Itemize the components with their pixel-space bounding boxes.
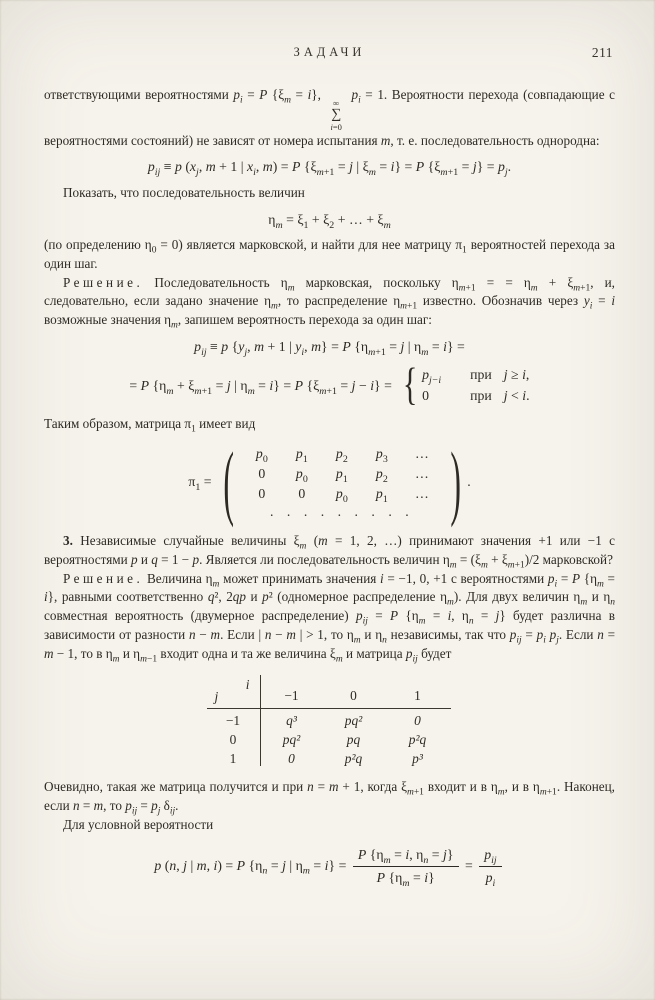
matrix-cell: $p_0$ bbox=[295, 466, 308, 485]
table-cell: 0 bbox=[288, 750, 295, 766]
matrix-cell: … bbox=[414, 446, 429, 462]
case-word: при bbox=[470, 367, 492, 383]
matrix-cell: $p_0$ bbox=[255, 446, 268, 465]
table-grid bbox=[207, 675, 453, 766]
matrix-cell: … bbox=[414, 466, 429, 482]
matrix-cell: $p_1$ bbox=[375, 486, 388, 505]
matrix-period: . bbox=[467, 474, 471, 490]
case-value: 0 bbox=[422, 387, 429, 403]
corner-row-variable: j bbox=[214, 689, 219, 705]
cases-brace: { bbox=[402, 360, 418, 411]
table-cell: pq² bbox=[282, 731, 301, 747]
column-header: 0 bbox=[323, 675, 385, 709]
table-corner bbox=[207, 675, 261, 709]
case-row bbox=[422, 365, 530, 385]
left-paren: ( bbox=[222, 434, 234, 529]
matrix-pi1 bbox=[44, 434, 615, 529]
matrix-cell: $p_1$ bbox=[295, 446, 308, 465]
matrix-cell: $p_1$ bbox=[335, 466, 348, 485]
formula-step-line2 bbox=[44, 360, 615, 411]
formula-conditional-probability: p (n, j | m, i) = P {$\eta_n = j$ | $\eta_m = i$} = $\frac{P \{\eta_m = i, \eta_n = j\}}{P \{\eta_m = i\}}$ = $\frac{p_{ij}}{p_i}$ bbox=[44, 845, 615, 888]
column-header: 1 bbox=[385, 675, 451, 709]
matrix-cell: $p_2$ bbox=[335, 446, 348, 465]
case-condition: j ≥ i, bbox=[503, 367, 530, 383]
matrix-dots-row: . . . . . . . . . bbox=[270, 504, 414, 520]
table-cell: q³ bbox=[286, 712, 297, 728]
joint-probability-table bbox=[207, 675, 453, 766]
matrix-cell: 0 bbox=[258, 486, 266, 502]
paragraph-solution-1: Решение. Последовательность $\eta_m$ марковская, поскольку $\eta_{m+1}$ = = $\eta_m + \xi_{m+1}$, и, следовательно, если задано значение $\eta_m$, то распределение $\eta_{m+1}$ известно. Обозначив через $y_i = i$ возможные значения $\eta_m$, запишем вероятность перехода за один шаг: bbox=[44, 274, 615, 331]
page-number: 211 bbox=[591, 45, 613, 60]
formula-transition-probability: $p_{ij} \equiv p$ ($x_j$, m + 1 | $x_i$, m) = P {$\xi_{m+1} = j$ | $\xi_m = i\} = P$ $\{\xi_{m+1} = j\} = p_j$. bbox=[147, 159, 512, 179]
matrix-cell: 0 bbox=[258, 466, 266, 482]
paragraph-problem-3: 3. Независимые случайные величины $\xi_m$ (m = 1, 2, …) принимают значения +1 или −1 с вероятностями p и q = 1 − p. Является ли последовательность величин $\eta_m = (\xi_m + \xi_{m+1})/2$ марковской? bbox=[44, 533, 615, 571]
matrix-cell: $p_0$ bbox=[335, 486, 348, 505]
table-cell: pq bbox=[346, 731, 361, 747]
paragraph-show: Показать, что последовательность величин bbox=[63, 184, 305, 200]
right-paren: ) bbox=[450, 434, 461, 529]
page-header bbox=[44, 44, 615, 62]
column-header: −1 bbox=[261, 675, 323, 709]
case-value: $p_{j-i}$ bbox=[422, 367, 442, 387]
paragraph-markov-statement: (по определению $\eta_0 = 0$) является марковской, и найти для нее матрицу $\pi_1$ вероятностей перехода за один шаг. bbox=[44, 237, 615, 271]
case-row bbox=[422, 386, 530, 406]
formula-eta-sum: $\eta_m = \xi_1 + \xi_2$ + … + $\xi_m$ bbox=[268, 211, 391, 231]
row-label: −1 bbox=[207, 709, 261, 728]
running-title: ЗАДАЧИ bbox=[293, 45, 366, 59]
case-condition: j < i. bbox=[503, 387, 530, 403]
paragraph-solution-2: Решение. Величина $\eta_m$ может принимать значения i = −1, 0, +1 с вероятностями $p_i = P$ $\{\eta_m = i\}$, равными соответственно q², 2qp и p² (одномерное распределение $\eta_m$). Для двух величин $\eta_m$ и $\eta_n$ совместная вероятность (двумерное распределение) $p_{ij} = P$ {$\eta_m = i$, $\eta_n = j$} будет различна в зависимости от разности n − m. Если | n − m | > 1, то $\eta_m$ и $\eta_n$ независимы, так что $p_{ij} = p_i$ $p_j$. Если n = m − 1, то в $\eta_m$ и $\eta_{m-1}$ входит одна и та же величина $\xi_m$ и матрица $p_{ij}$ будет bbox=[44, 570, 616, 665]
cases-block bbox=[422, 365, 530, 405]
row-label: 0 bbox=[207, 728, 261, 747]
corner-column-variable: i bbox=[245, 677, 250, 693]
formula-step-line2-lhs: = P {$\eta_m + \xi_{m+1} = j$ | $\eta_m = i\} = P$ $\{\xi_{m+1} = j - i\}$ = bbox=[129, 377, 392, 397]
paragraph-intro: ответствующими вероятностями $p_i = P$ $\{\xi_m = i\}$, ∞ ∑ i=0 $p_i = 1$. Вероятности перехода (совпадающие с вероятностями состояний) не зависят от номера испытания m, т. е. последовательность однородна: bbox=[44, 86, 615, 148]
case-word: при bbox=[470, 387, 492, 403]
table-cell: p³ bbox=[412, 750, 423, 766]
paragraph-matrix-intro: Таким образом, матрица $\pi_1$ имеет вид bbox=[44, 416, 256, 436]
row-label: 1 bbox=[207, 747, 261, 766]
paragraph-conditional-intro: Для условной вероятности bbox=[63, 816, 214, 832]
matrix-cell: … bbox=[414, 486, 429, 502]
matrix-entries bbox=[242, 444, 442, 520]
paragraph-same-matrix: Очевидно, такая же матрица получится и при n = m + 1, когда $\xi_{m+1}$ входит и в $\eta_m$, и в $\eta_{m+1}$. Наконец, если n = m, то $p_{ij} = p_j$ $\delta_{ij}$. bbox=[44, 779, 615, 817]
matrix-cell: $p_2$ bbox=[375, 466, 388, 485]
matrix-cell: 0 bbox=[298, 486, 306, 502]
matrix-lhs: $\pi_1$ = bbox=[188, 474, 212, 494]
table-cell: 0 bbox=[414, 712, 421, 728]
table-cell: p²q bbox=[408, 731, 427, 747]
table-cell: pq² bbox=[344, 712, 363, 728]
table-cell: p²q bbox=[344, 750, 363, 766]
matrix-cell: $p_3$ bbox=[375, 446, 388, 465]
formula-step-line1: $p_{ij} \equiv p$ {$y_j$, m + 1 | $y_i$, m} = P {$\eta_{m+1} = j$ | $\eta_m = i$} = bbox=[194, 338, 465, 358]
